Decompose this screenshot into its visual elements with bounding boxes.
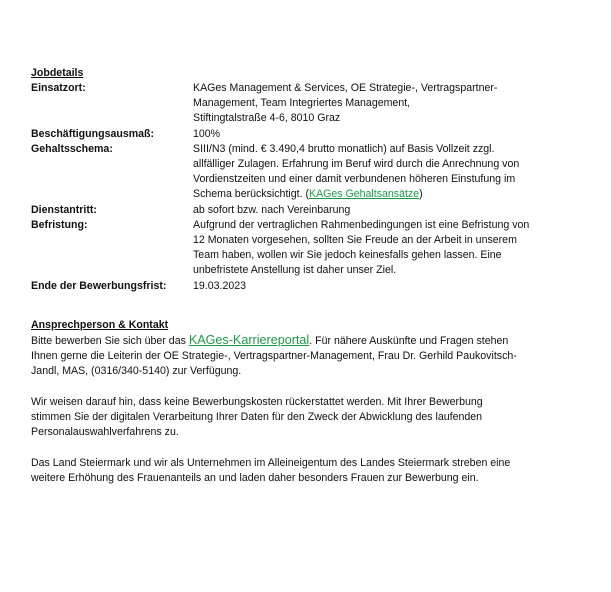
value-befristung <box>193 218 576 279</box>
gehalt-line: Vordienstzeiten und einer damit verbundenen höheren Einstufung im <box>193 173 516 186</box>
row-ausmass <box>31 127 576 142</box>
gehalt-last-suffix: ) <box>419 188 423 201</box>
bewerbung-suffix: . Für nähere Auskünfte und Fragen stehen <box>309 334 509 347</box>
bewerbung-line: Ihnen gerne die Leiterin der OE Strategie-, Vertragspartner-Management, Frau Dr. Gerhild Paukovitsch- <box>31 350 517 363</box>
value-gehaltsschema <box>193 142 576 203</box>
label-dienstantritt: Dienstantritt: <box>31 203 97 216</box>
label-einsatzort: Einsatzort: <box>31 82 86 94</box>
einsatzort-line: Management, Team Integriertes Management, <box>193 97 411 110</box>
label-bewerbungsfrist: Ende der Bewerbungsfrist: <box>31 279 167 292</box>
einsatzort-line: Stiftingtalstraße 4-6, 8010 Graz <box>193 112 341 125</box>
befristung-line: Aufgrund der vertraglichen Rahmenbedingungen ist eine Befristung von <box>193 218 530 231</box>
label-gehaltsschema: Gehaltsschema: <box>31 142 113 155</box>
befristung-line: 12 Monaten vorgesehen, sollten Sie Freude an der Arbeit in unserem <box>193 234 517 247</box>
value-dienstantritt: ab sofort bzw. nach Vereinbarung <box>193 203 351 216</box>
befristung-line: unbefristete Anstellung ist daher unser Ziel. <box>193 264 397 277</box>
section-title-kontakt: Ansprechperson & Kontakt <box>31 318 169 331</box>
gehalt-last-prefix: Schema berücksichtigt. ( <box>193 188 309 201</box>
row-gehaltsschema <box>31 142 576 203</box>
bewerbung-line: Jandl, MAS, (0316/340-5140) zur Verfügung. <box>31 365 242 378</box>
einsatzort-line: KAGes Management & Services, OE Strategie-, Vertragspartner- <box>193 82 498 94</box>
bewerbungskosten-line: Personalauswahlverfahrens zu. <box>31 426 179 439</box>
bewerbungskosten-line: Wir weisen darauf hin, dass keine Bewerbungskosten rückerstattet werden. Mit Ihrer Bewerbung <box>31 395 483 408</box>
gehaltsansaetze-link[interactable]: KAGes Gehaltsansätze <box>309 188 420 201</box>
value-bewerbungsfrist: 19.03.2023 <box>193 279 247 292</box>
value-einsatzort <box>193 81 576 127</box>
job-posting <box>31 66 576 486</box>
row-befristung <box>31 218 576 279</box>
karriereportal-link[interactable]: KAGes-Karriereportal <box>188 332 310 347</box>
label-befristung: Befristung: <box>31 218 88 231</box>
bewerbung-prefix: Bitte bewerben Sie sich über das <box>31 334 189 347</box>
paragraph-bewerbung <box>31 333 576 380</box>
row-einsatzort <box>31 81 576 127</box>
befristung-line: Team haben, wollen wir Sie jedoch keinesfalls gehen lassen. Eine <box>193 249 502 262</box>
section-title-jobdetails: Jobdetails <box>31 67 84 79</box>
row-dienstantritt <box>31 203 576 218</box>
gehalt-line-last <box>193 187 576 202</box>
row-bewerbungsfrist <box>31 279 576 294</box>
label-ausmass: Beschäftigungsausmaß: <box>31 127 155 140</box>
value-ausmass: 100% <box>193 127 221 140</box>
gehalt-line: allfälliger Zulagen. Erfahrung im Beruf wird durch die Anrechnung von <box>193 158 520 171</box>
bewerbungskosten-line: stimmen Sie der digitalen Verarbeitung Ihrer Daten für den Zweck der Abwicklung des laufenden <box>31 411 483 424</box>
paragraph-bewerbungskosten <box>31 395 576 441</box>
bewerbung-line-first <box>31 333 576 349</box>
paragraph-frauenanteil <box>31 456 576 487</box>
gehalt-line: SIII/N3 (mind. € 3.490,4 brutto monatlich) auf Basis Vollzeit zzgl. <box>193 142 495 155</box>
frauenanteil-line: weitere Erhöhung des Frauenanteils an und laden daher besonders Frauen zur Bewerbung ein. <box>31 471 479 484</box>
frauenanteil-line: Das Land Steiermark und wir als Unternehmen im Alleineigentum des Landes Steiermark streben eine <box>31 456 511 469</box>
